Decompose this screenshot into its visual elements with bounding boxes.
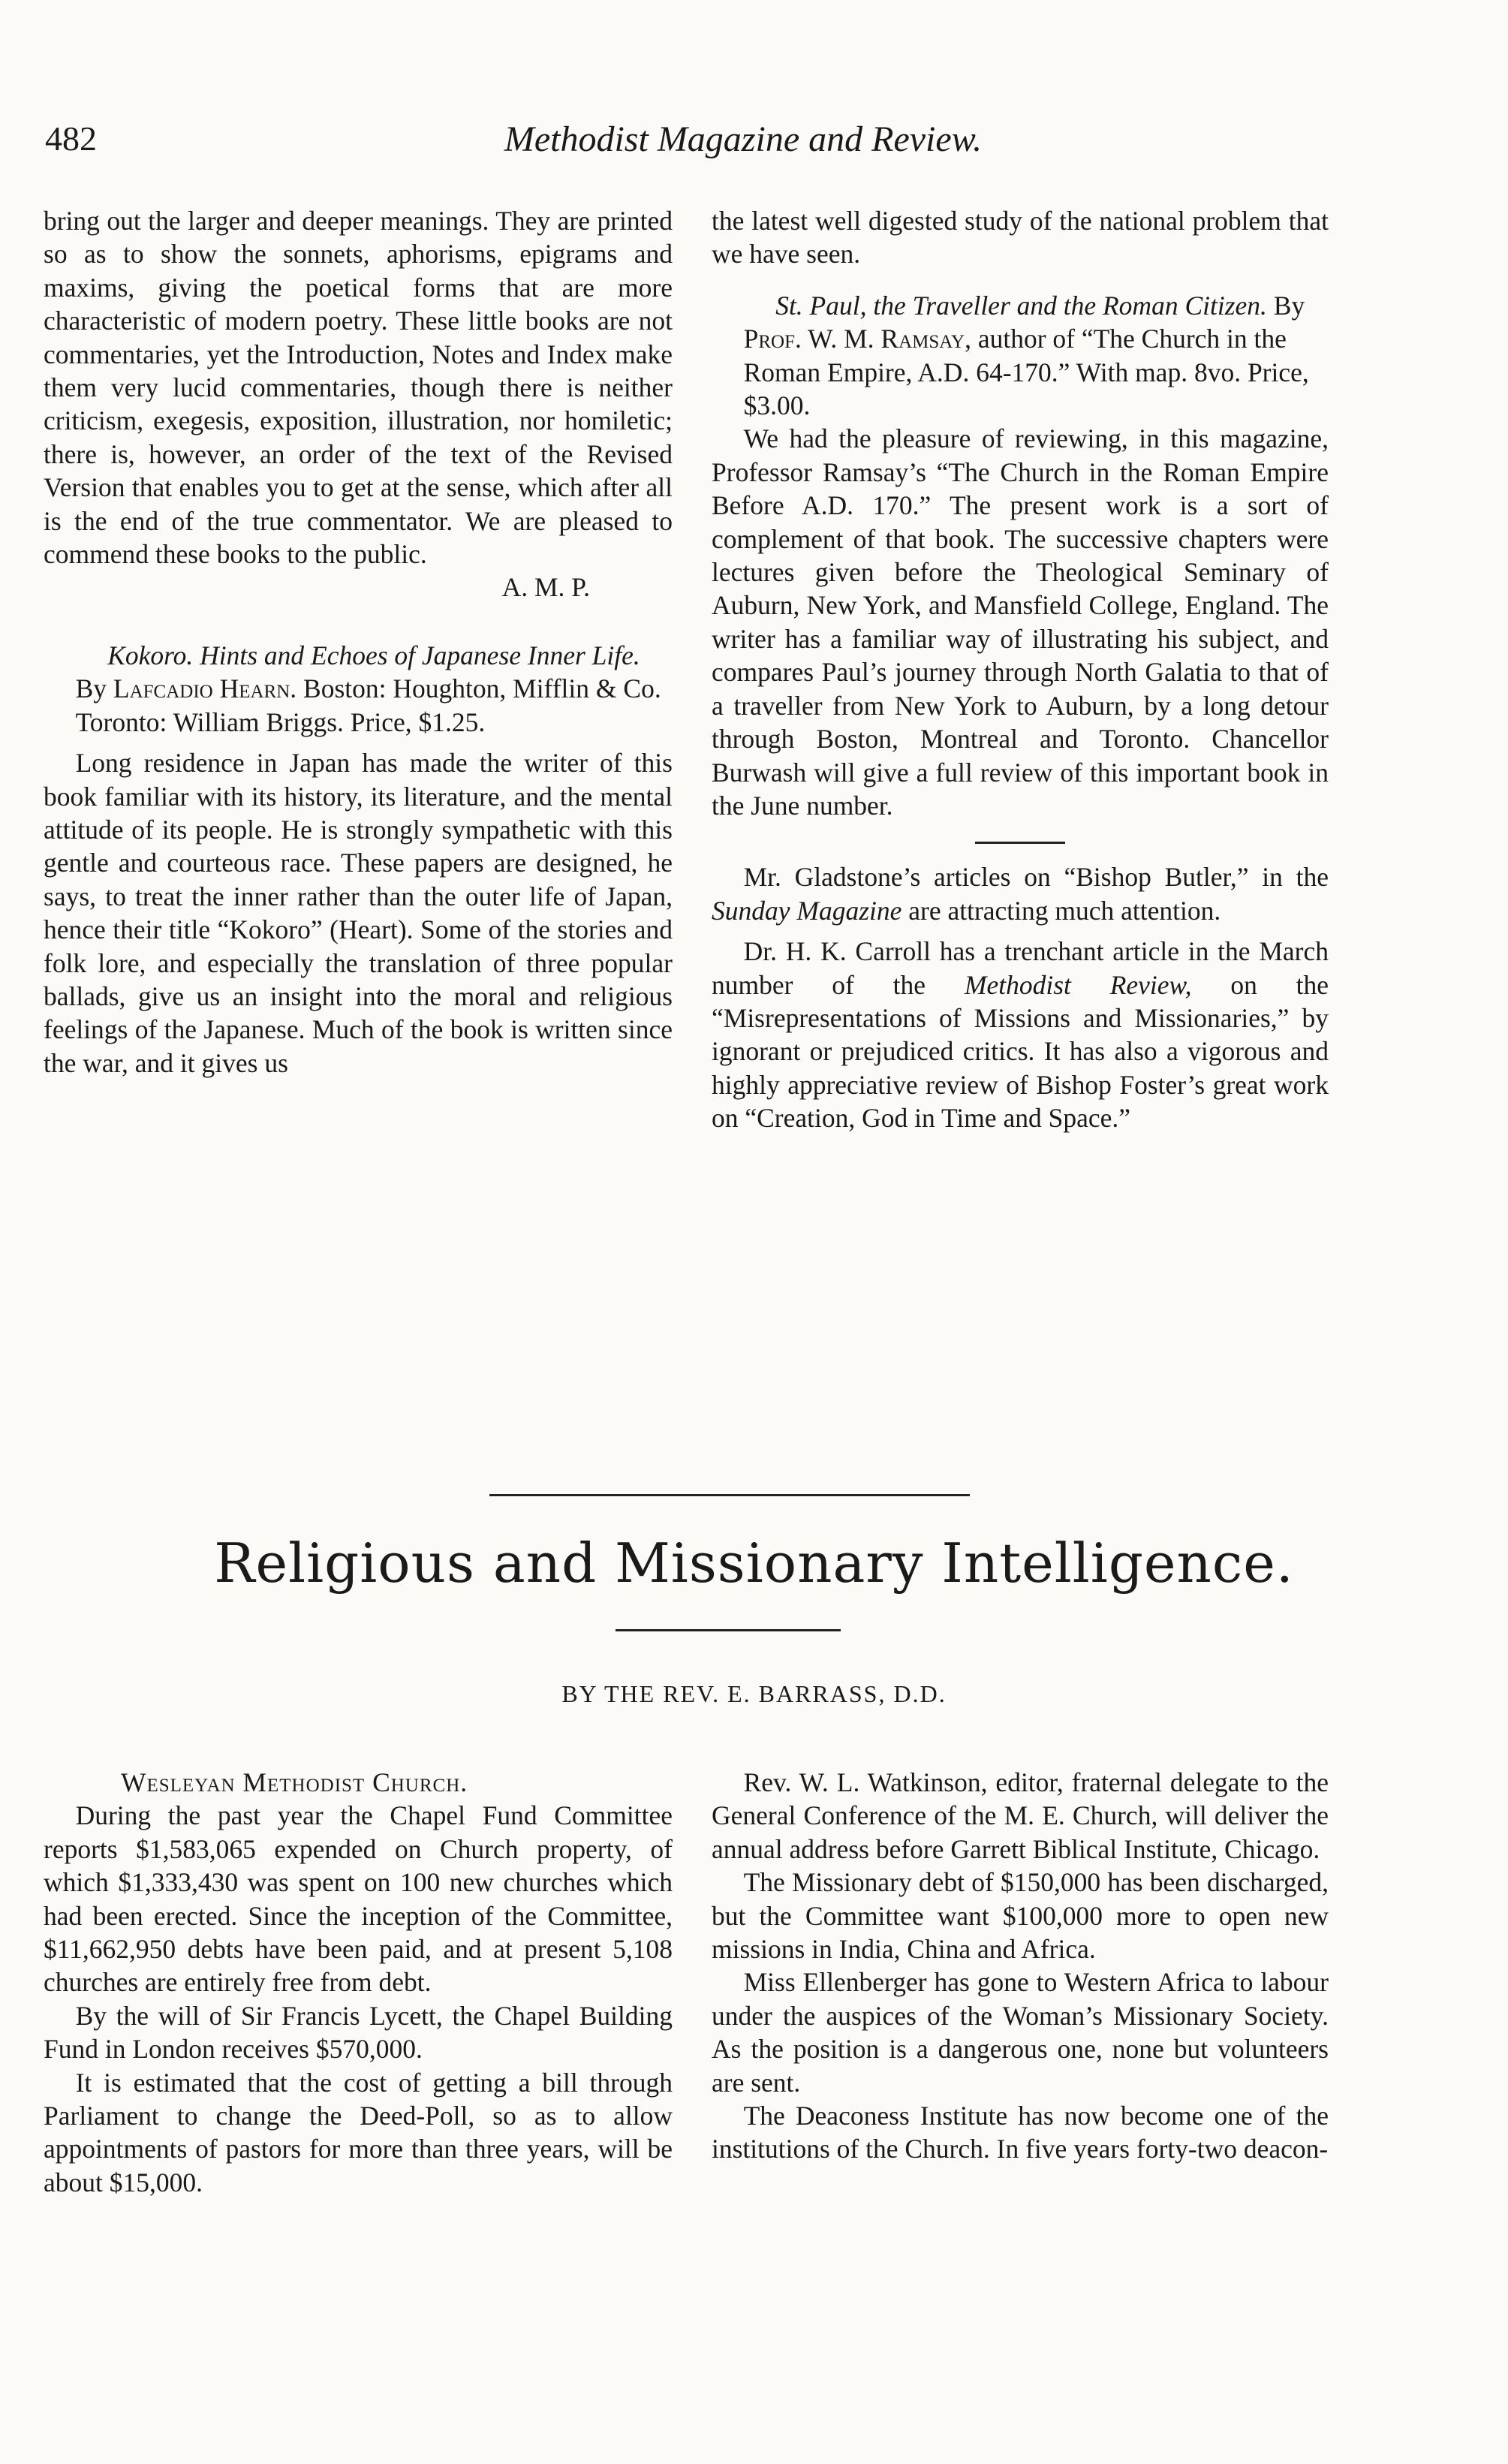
review-paragraph: Long residence in Japan has made the writer of this book familiar with its history, its literature, and the mental attitude of its people. He is strongly sympathetic with this gentle and courteous race. These papers are designed, he says, to treat the inner rather than the outer life of Japan, hence their title “Kokoro” (Heart). Some of the stories and folk lore, and especially the translation of three popular ballads, give us an insight into the moral and religious feelings of the Japanese. Much of the book is written since the war, and it gives us xyxy=(44,748,673,1078)
news-paragraph: Rev. W. L. Watkinson, editor, fraternal delegate to the General Conference of the M. E. Church, will deliver the annual address before Garrett Biblical Institute, Chicago. xyxy=(712,1767,1329,1864)
news-paragraph: By the will of Sir Francis Lycett, the Chapel Building Fund in London receives $570,000. xyxy=(44,2000,673,2065)
book-author: Prof. W. M. Ramsay, xyxy=(743,324,971,354)
book-title: Kokoro. Hints and Echoes of Japanese Inner Life. xyxy=(107,640,640,670)
page-number: 482 xyxy=(45,119,97,158)
review-paragraph: We had the pleasure of reviewing, in this magazine, Professor Ramsay’s “The Church in the Roman Empire Before A.D. 170.” The present work is a sort of complement of that book. The successive chapters were lectures given before the Theological Seminary of Auburn, New York, and Mansfield College, England. The writer has a familiar way of illustrating his subject, and compares Paul’s journey through North Galatia to that of a traveller from New York to Auburn, by a long detour through Boston, Montreal and Toronto. Chancellor Burwash will give a full review of this important book in the June number. xyxy=(712,423,1329,821)
left-column-bottom xyxy=(44,1766,673,2199)
section-divider xyxy=(489,1494,970,1496)
review-paragraph: bring out the larger and deeper meanings. They are printed so as to show the sonnets, aphorisms, epigrams and maxims, giving the poetical forms that are more characteristic of modern poetry. These little books are not commentaries, yet the Introduction, Notes and Index make them very lucid commentaries, though there is neither criticism, exegesis, exposition, illustration, nor homiletic; there is, however, an order of the text of the Revised Version that enables you to get at the sense, which after all is the end of the true commentator. We are pleased to commend these books to the public. xyxy=(44,206,673,570)
news-paragraph: During the past year the Chapel Fund Committee reports $1,583,065 expended on Church property, of which $1,333,430 was spent on 100 new churches which had been erected. Since the inception of the Committee, $11,662,950 debts have been paid, and at present 5,108 churches are entirely free from debt. xyxy=(44,1800,673,1998)
subsection-heading: Wesleyan Methodist Church. xyxy=(120,1767,468,1797)
book-heading-kokoro xyxy=(44,639,673,739)
section-byline: BY THE REV. E. BARRASS, D.D. xyxy=(561,1680,947,1707)
divider-rule xyxy=(975,842,1065,844)
book-publisher: Boston: Houghton, Mifflin & Co. Toronto: William Briggs. Price, $1.25. xyxy=(75,673,661,737)
running-title: Methodist Magazine and Review. xyxy=(504,119,983,159)
left-column-top xyxy=(44,204,673,1080)
book-author: Lafcadio Hearn. xyxy=(113,673,297,704)
note-paragraph: Dr. H. K. Carroll has a trenchant article in the March number of the Methodist Review, on the “Misrepresentations of Missions and Missionaries,” by ignorant or prejudiced critics. It has also a vigorous and highly appreciative review of Bishop Foster’s great work on “Creation, God in Time and Space.” xyxy=(712,936,1329,1134)
right-column-top xyxy=(712,204,1329,1135)
book-heading-st-paul xyxy=(712,289,1329,423)
book-by: By xyxy=(75,673,107,704)
book-details: author of “The Church in the Roman Empire, A.D. 64-170.” With map. 8vo. Price, $3.00. xyxy=(743,324,1309,421)
book-title: St. Paul, the Traveller and the Roman Citizen. xyxy=(775,290,1267,321)
right-column-bottom xyxy=(712,1766,1329,2166)
news-paragraph: The Missionary debt of $150,000 has been discharged, but the Committee want $100,000 more to open new missions in India, China and Africa. xyxy=(712,1867,1329,1965)
reviewer-signature: A. M. P. xyxy=(501,572,590,603)
note-paragraph: Mr. Gladstone’s articles on “Bishop Butler,” in the Sunday Magazine are attracting much attention. xyxy=(712,862,1329,926)
title-underline xyxy=(616,1629,841,1631)
news-paragraph: Miss Ellenberger has gone to Western Africa to labour under the auspices of the Woman’s Missionary Society. As the position is a dangerous one, none but volunteers are sent. xyxy=(712,1967,1329,2098)
page-header xyxy=(45,119,1441,164)
news-paragraph: It is estimated that the cost of getting a bill through Parliament to change the Deed-Poll, so as to allow appointments of pastors for more than three years, will be about $15,000. xyxy=(44,2067,673,2197)
book-by: By xyxy=(1273,290,1305,321)
news-paragraph: The Deaconess Institute has now become one of the institutions of the Church. In five years forty-two deacon- xyxy=(712,2101,1329,2164)
section-title: Religious and Missionary Intelligence. xyxy=(214,1532,1294,1595)
review-paragraph: the latest well digested study of the national problem that we have seen. xyxy=(712,206,1329,270)
